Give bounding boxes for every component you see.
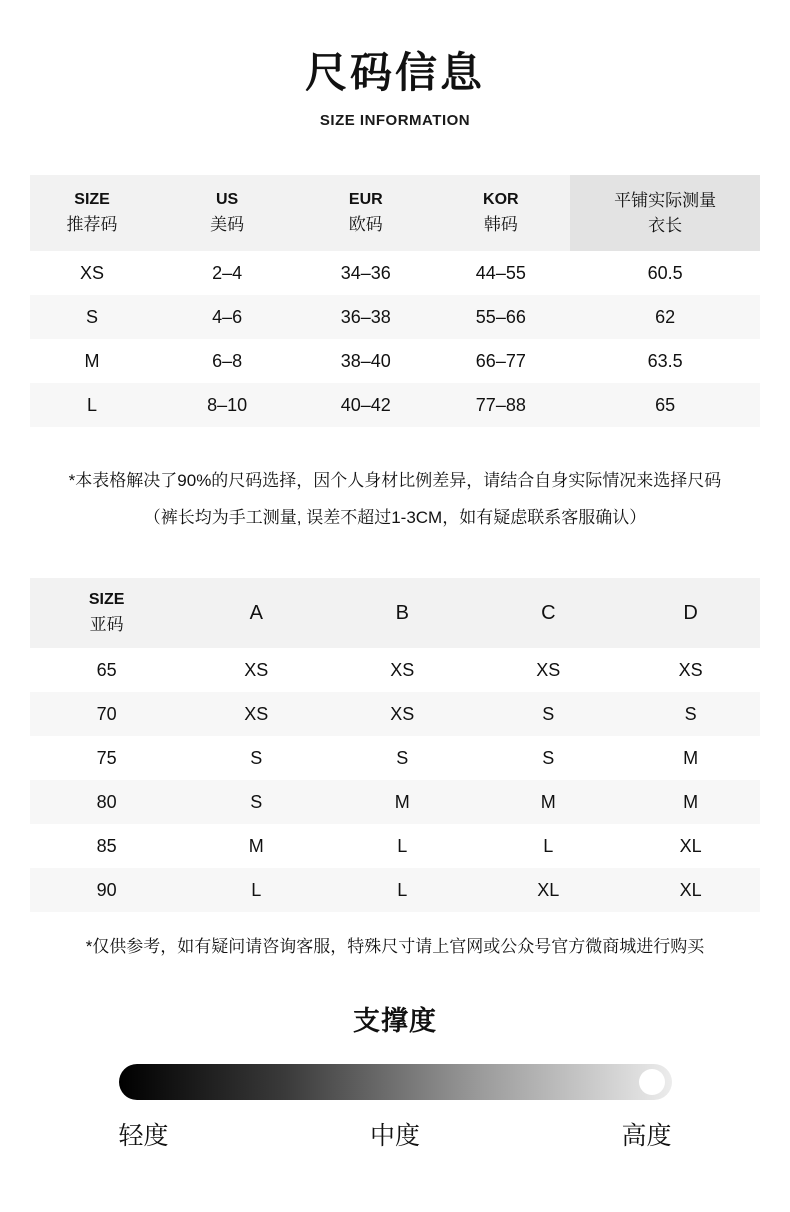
asia-table-row xyxy=(30,868,760,912)
asia-table-row xyxy=(30,780,760,824)
asia-size-table xyxy=(30,578,760,912)
support-level-labels xyxy=(119,1116,672,1152)
support-bar-wrap xyxy=(119,1064,672,1152)
size-table-row xyxy=(30,383,760,427)
table-cell: 36–38 xyxy=(340,306,391,327)
table-cell: L xyxy=(251,879,262,900)
table-cell: 63.5 xyxy=(647,350,683,371)
table-cell: 90 xyxy=(96,879,117,900)
support-title: 支撑度 xyxy=(353,1006,437,1037)
header-asia-size xyxy=(30,578,183,648)
table-cell: S xyxy=(542,747,555,768)
note-line: （裤长均为手工测量, 误差不超过1-3CM，如有疑虑联系客服确认） xyxy=(143,507,647,527)
table-cell: 40–42 xyxy=(340,394,391,415)
size-table-row xyxy=(30,339,760,383)
table-cell: L xyxy=(543,835,554,856)
table-cell: XS xyxy=(390,703,415,724)
table-cell: M xyxy=(394,791,410,812)
table-cell: L xyxy=(397,879,408,900)
table-cell: 44–55 xyxy=(475,262,526,283)
note-line: *本表格解决了90%的尺码选择，因个人身材比例差异，请结合自身实际情况来选择尺码 xyxy=(68,471,722,490)
table-cell: S xyxy=(250,791,263,812)
table-cell: XL xyxy=(679,835,702,856)
table-cell: S xyxy=(86,306,99,327)
header-line-cn: 衣长 xyxy=(648,216,683,235)
table-cell: 2–4 xyxy=(212,262,243,283)
header-size xyxy=(30,175,154,251)
table-cell: XS xyxy=(536,659,561,680)
header-measured-length xyxy=(570,175,760,251)
table-cell: 70 xyxy=(96,703,117,724)
table-cell: 60.5 xyxy=(647,262,683,283)
table-cell: 38–40 xyxy=(340,350,391,371)
table-cell: M xyxy=(540,791,556,812)
asia-table-row xyxy=(30,648,760,692)
header-line-cn: 亚码 xyxy=(89,615,124,635)
header-us xyxy=(154,175,300,251)
table-cell: XS xyxy=(678,659,703,680)
header-line-cn: 平铺实际测量 xyxy=(614,190,717,210)
header-line-cn: 韩码 xyxy=(483,215,518,235)
page-subtitle: SIZE INFORMATION xyxy=(319,112,471,129)
asia-table-row xyxy=(30,824,760,868)
asia-table-row xyxy=(30,736,760,780)
size-table-header-row xyxy=(30,175,760,251)
table-cell: 62 xyxy=(655,306,676,327)
support-level-light: 轻度 xyxy=(118,1122,169,1151)
support-level-high: 高度 xyxy=(621,1122,672,1151)
header-line-en: EUR xyxy=(348,191,383,209)
table-cell: M xyxy=(683,747,699,768)
table-cell: L xyxy=(87,394,98,415)
support-section xyxy=(30,999,760,1152)
international-size-table xyxy=(30,175,760,427)
size-table-row xyxy=(30,295,760,339)
table-cell: XS xyxy=(244,703,269,724)
table-cell: M xyxy=(683,791,699,812)
header-line-en: US xyxy=(215,191,239,209)
header-line-cn: 欧码 xyxy=(348,215,383,235)
header-col-b: B xyxy=(329,578,475,648)
table-cell: 85 xyxy=(96,835,117,856)
table-cell: 65 xyxy=(96,659,117,680)
page-title: 尺码信息 xyxy=(304,49,485,96)
support-level-indicator xyxy=(639,1069,665,1095)
table-cell: S xyxy=(542,703,555,724)
header-kor xyxy=(431,175,570,251)
table-cell: S xyxy=(396,747,409,768)
header-line-en: KOR xyxy=(483,191,519,209)
table-cell: 65 xyxy=(655,394,676,415)
table-cell: L xyxy=(397,835,408,856)
table-cell: XL xyxy=(537,879,560,900)
header-col-a: A xyxy=(183,578,329,648)
support-gradient-bar xyxy=(119,1064,672,1100)
asia-table-row xyxy=(30,692,760,736)
table-cell: 6–8 xyxy=(212,350,243,371)
table-cell: M xyxy=(248,835,264,856)
table-cell: 55–66 xyxy=(475,306,526,327)
size-table-row xyxy=(30,251,760,295)
table-cell: 4–6 xyxy=(212,306,243,327)
table-cell: 77–88 xyxy=(475,394,526,415)
header-line-cn: 美码 xyxy=(210,215,245,235)
table-cell: 80 xyxy=(96,791,117,812)
table-cell: 75 xyxy=(96,747,117,768)
table-cell: 66–77 xyxy=(475,350,526,371)
header-col-c: C xyxy=(475,578,621,648)
table-cell: M xyxy=(84,350,100,371)
table-cell: XS xyxy=(244,659,269,680)
table-cell: XS xyxy=(390,659,415,680)
asia-table-header-row xyxy=(30,578,760,648)
header-line-cn: 推荐码 xyxy=(66,215,118,235)
table-cell: XS xyxy=(80,262,105,283)
table-cell: 8–10 xyxy=(207,394,248,415)
header-eur xyxy=(300,175,431,251)
table-cell: XL xyxy=(679,879,702,900)
table-cell: 34–36 xyxy=(340,262,391,283)
header-line-en: SIZE xyxy=(74,191,110,209)
support-level-medium: 中度 xyxy=(369,1122,420,1151)
header-col-d: D xyxy=(621,578,760,648)
table-cell: S xyxy=(684,703,697,724)
size-table-notes xyxy=(30,463,760,536)
table-cell: S xyxy=(250,747,263,768)
asia-table-note: *仅供参考，如有疑问请咨询客服，特殊尺寸请上官网或公众号官方微商城进行购买 xyxy=(85,937,705,957)
header-line-en: SIZE xyxy=(88,591,125,609)
